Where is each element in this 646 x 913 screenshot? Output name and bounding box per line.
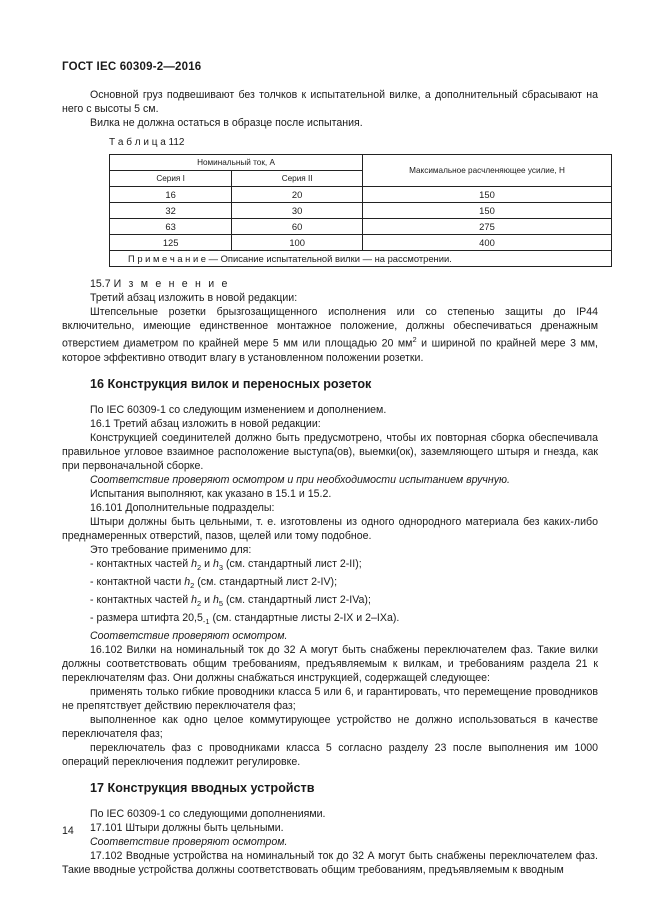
table-header-right: Максимальное расчленяющее усилие, Н xyxy=(363,155,612,187)
table-note-label: П р и м е ч а н и е xyxy=(128,252,207,264)
section-16-title: 16 Конструкция вилок и переносных розеток xyxy=(90,376,372,391)
paragraph: применять только гибкие проводники класса 5 или 6, и гарантировать, что перемещение проводников не препятствует действию переключателя фаз; xyxy=(62,685,598,712)
document-body xyxy=(62,88,598,877)
table-cell: 150 xyxy=(363,203,612,219)
list-item: - контактных частей $h_2$ и $h_3$ (см. стандартный лист 2-II); xyxy=(90,557,362,572)
table-cell: 60 xyxy=(232,219,363,235)
paragraph: Третий абзац изложить в новой редакции: xyxy=(90,292,298,304)
table-cell: 32 xyxy=(110,203,232,219)
paragraph: 17.102 Вводные устройства на номинальный ток до 32 А могут быть снабжены переключателем фаз. Такие вводные устройства должны соответствовать общим требованиям, предъявляемым к вводным xyxy=(62,849,598,876)
paragraph: Конструкцией соединителей должно быть предусмотрено, чтобы их повторная сборка обеспечивала правильное угловое взаимное расположение выступа(ов), выемки(ок), заземляющего штыря и гнезда, как при первоначальной сборке. xyxy=(62,431,598,472)
section-17-title: 17 Конструкция вводных устройств xyxy=(90,780,315,795)
table-cell: 275 xyxy=(363,219,612,235)
table-header-group: Номинальный ток, А xyxy=(110,155,363,171)
table-row xyxy=(110,219,612,235)
paragraph: Испытания выполняют, как указано в 15.1 и 15.2. xyxy=(90,487,332,500)
section-15-7-heading: 15.7 И з м е н е н и е xyxy=(90,278,230,290)
paragraph: Вилка не должна остаться в образце после испытания. xyxy=(90,117,363,129)
table-note-row xyxy=(110,251,612,267)
paragraph: Штепсельные розетки брызгозащищенного исполнения или со степенью защиты до IP44 включительно, имеющие единственное монтажное положение, должны обеспечиваться дренажным отверстием диаметром по крайней мере 5 мм или площадью 20 $мм^2$ и шириной по крайней мере 3 мм, которое эффективно отводит влагу в установленном положении розетки. xyxy=(62,306,598,364)
data-table xyxy=(109,154,612,267)
paragraph: По IEC 60309-1 со следующими дополнениями. xyxy=(90,807,326,820)
table-cell: 400 xyxy=(363,235,612,251)
paragraph: По IEC 60309-1 со следующим изменением и дополнением. xyxy=(90,403,387,416)
table-cell: 63 xyxy=(110,219,232,235)
table-note xyxy=(110,251,612,267)
paragraph: 16.102 Вилки на номинальный ток до 32 А могут быть снабжены переключателем фаз. Такие вилки должны соответствовать общим требованиям, предъявляемым к вилкам, и требованиям раздела 21 к переключателям фаз. Они должны снабжаться инструкцией, содержащей следующее: xyxy=(62,643,598,684)
paragraph: Соответствие проверяют осмотром. xyxy=(90,835,288,848)
paragraph: Соответствие проверяют осмотром. xyxy=(90,629,288,642)
table-cell: 100 xyxy=(232,235,363,251)
page-number: 14 xyxy=(62,825,74,837)
table-caption: Т а б л и ц а 112 xyxy=(109,137,185,148)
paragraph: 17.101 Штыри должны быть цельными. xyxy=(90,821,284,834)
table-row xyxy=(110,235,612,251)
paragraph: Соответствие проверяют осмотром и при необходимости испытанием вручную. xyxy=(90,473,510,486)
table-row xyxy=(110,203,612,219)
table-cell: 150 xyxy=(363,187,612,203)
table-header-row xyxy=(110,155,612,171)
paragraph: Это требование применимо для: xyxy=(90,543,252,556)
table-cell: 125 xyxy=(110,235,232,251)
paragraph: Основной груз подвешивают без толчков к испытательной вилке, а дополнительный сбрасывают на него с высоты 5 см. xyxy=(62,89,598,115)
table-cell: 16 xyxy=(110,187,232,203)
table-row xyxy=(110,187,612,203)
table-header-col1: Серия I xyxy=(110,171,232,187)
paragraph: Штыри должны быть цельными, т. е. изготовлены из одного однородного материала без каких-либо преднамеренных отверстий, пазов, щелей или тому подобное. xyxy=(62,515,598,542)
table-note-text: — Описание испытательной вилки — на рассмотрении. xyxy=(206,252,452,264)
paragraph: 16.101 Дополнительные подразделы: xyxy=(90,501,275,514)
table-cell: 30 xyxy=(232,203,363,219)
document-header: ГОСТ IEC 60309-2—2016 xyxy=(62,61,202,73)
table-header-col2: Серия II xyxy=(232,171,363,187)
list-item: - размера штифта $20,5_{-1}$ (см. стандартные листы 2-IX и 2–IXa). xyxy=(90,611,400,626)
paragraph: выполненное как одно целое коммутирующее устройство не должно использоваться в качестве переключателя фаз; xyxy=(62,713,598,740)
list-item: - контактных частей $h_2$ и $h_5$ (см. стандартный лист 2-IVa); xyxy=(90,593,371,608)
list-item: - контактной части $h_2$ (см. стандартный лист 2-IV); xyxy=(90,575,338,590)
paragraph: переключатель фаз с проводниками класса 5 согласно разделу 23 после выполнения им 1000 операций переключения подлежит регулировке. xyxy=(62,741,598,768)
paragraph: 16.1 Третий абзац изложить в новой редакции: xyxy=(90,417,321,430)
table-cell: 20 xyxy=(232,187,363,203)
